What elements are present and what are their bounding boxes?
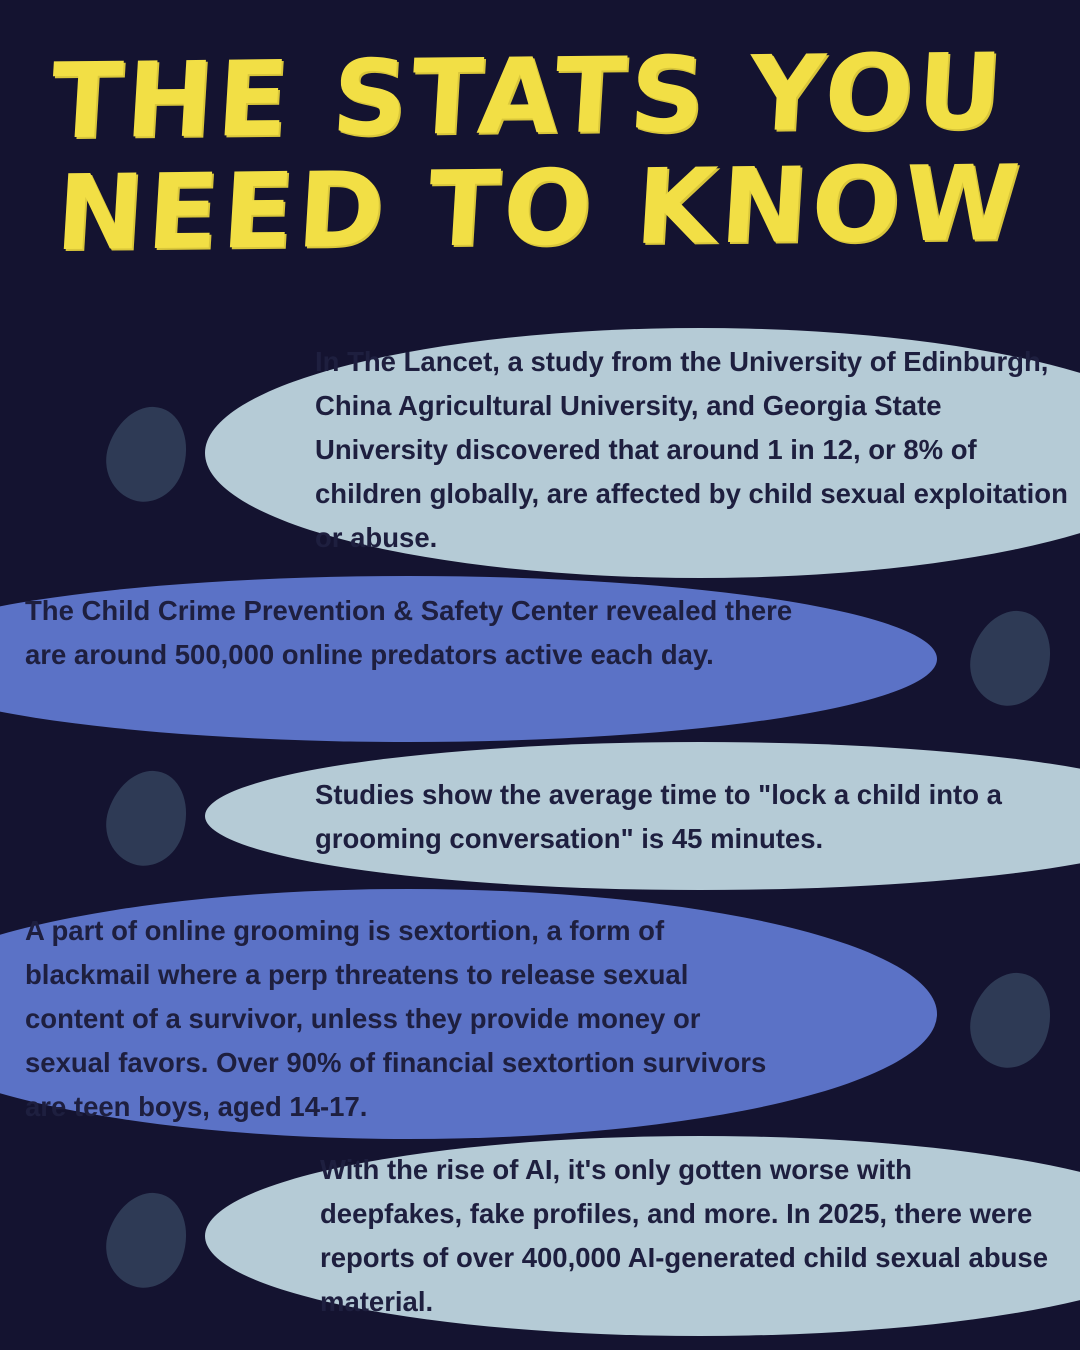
decorative-dot-icon bbox=[95, 1182, 199, 1297]
stat-text-1: In The Lancet, a study from the University of Edinburgh, China Agricultural University, and Georgia State University discovered that around 1 in 12, or 8% of children globally, are affected by child sexual exploitation or abuse. bbox=[315, 346, 1068, 553]
stat-text-2: The Child Crime Prevention & Safety Center revealed there are around 500,000 online predators active each day. bbox=[25, 595, 793, 670]
title-line-1: THE STATS YOU bbox=[47, 30, 1010, 163]
page-title bbox=[41, 30, 1055, 275]
decorative-dot-icon bbox=[95, 760, 199, 875]
title-line-2: NEED TO KNOW bbox=[52, 141, 1027, 275]
stat-text-3: Studies show the average time to "lock a child into a grooming conversation" is 45 minutes. bbox=[315, 779, 1002, 854]
decorative-dot-icon bbox=[95, 396, 199, 511]
stat-text-4: A part of online grooming is sextortion, a form of blackmail where a perp threatens to release sexual content of a survivor, unless they provide money or sexual favors. Over 90% of financial sextortion survivors are teen boys, aged 14-17. bbox=[25, 915, 767, 1122]
decorative-dot-icon bbox=[959, 962, 1063, 1077]
stat-text-5: With the rise of AI, it's only gotten worse with deepfakes, fake profiles, and more. In 2025, there were reports of over 400,000 AI-generated child sexual abuse material. bbox=[320, 1154, 1049, 1317]
decorative-dot-icon bbox=[959, 600, 1063, 715]
